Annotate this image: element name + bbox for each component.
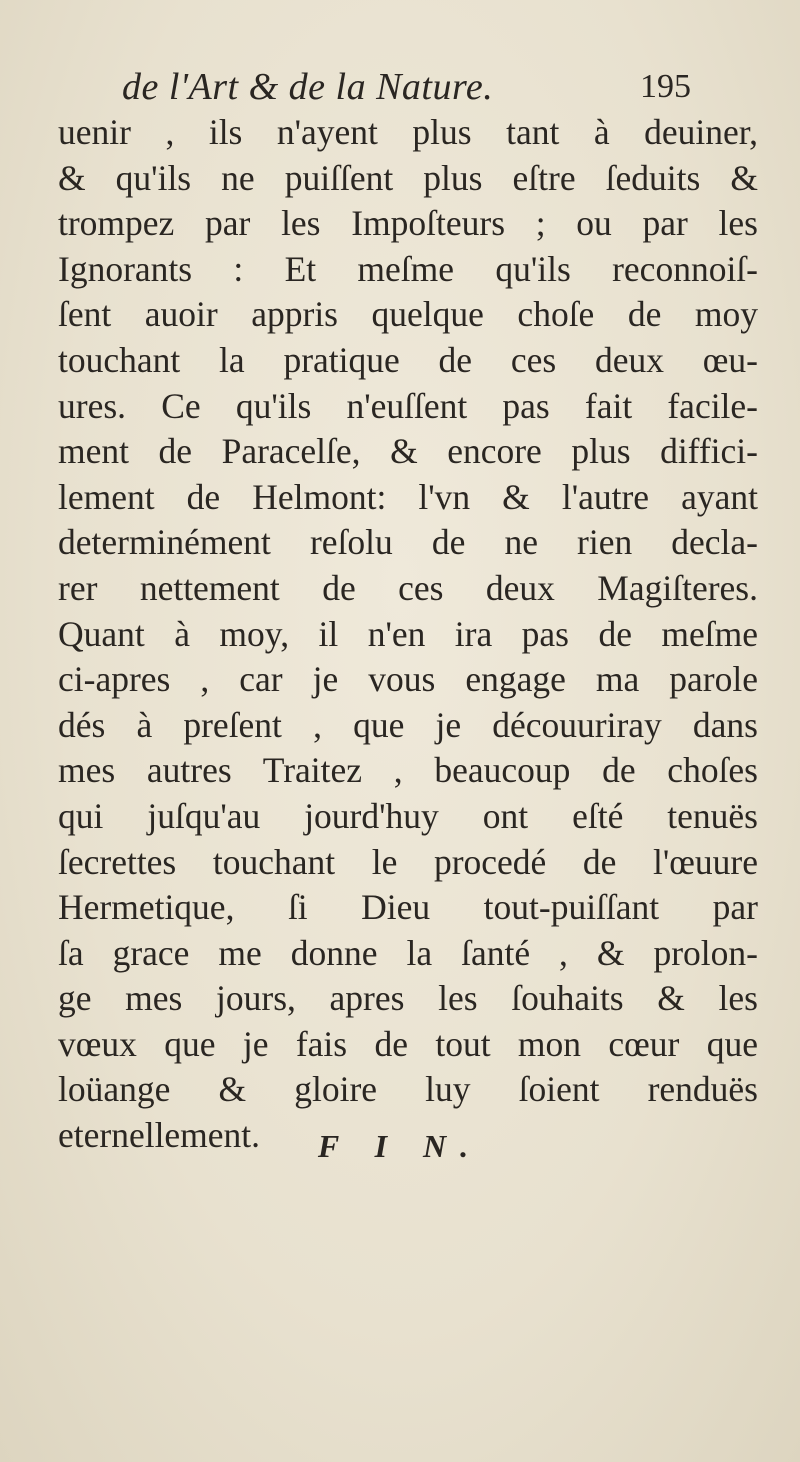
text-line: ment de Paracelſe, & encore plus diffici- (58, 431, 758, 472)
page-header (0, 62, 800, 112)
text-line: determinément reſolu de ne rien decla- (58, 522, 758, 563)
body-text (58, 110, 758, 1159)
fin-marker: F I N. (317, 1128, 483, 1164)
text-line: Quant à moy, il n'en ira pas de meſme (58, 613, 758, 654)
text-line: trompez par les Impoſteurs ; ou par les (58, 203, 758, 244)
text-line: ſecrettes touchant le procedé de l'œuure (58, 841, 758, 882)
text-line: eternellement. (58, 1115, 261, 1156)
text-line: ſent auoir appris quelque choſe de moy (58, 294, 758, 335)
text-line: Ignorants : Et meſme qu'ils reconnoiſ- (58, 248, 758, 289)
text-line: lement de Helmont: l'vn & l'autre ayant (58, 476, 758, 517)
text-line: loüange & gloire luy ſoient renduës (58, 1069, 758, 1110)
running-title: de l'Art & de la Nature. (122, 66, 494, 108)
text-line: vœux que je fais de tout mon cœur que (58, 1023, 758, 1064)
text-line: touchant la pratique de ces deux œu- (58, 339, 758, 380)
text-line: ge mes jours, apres les ſouhaits & les (58, 978, 758, 1019)
text-line: dés à preſent , que je découuriray dans (58, 704, 758, 745)
text-line: rer nettement de ces deux Magiſteres. (58, 567, 758, 608)
text-line: mes autres Traitez , beaucoup de choſes (58, 750, 758, 791)
page-number: 195 (640, 68, 691, 105)
text-line: uenir , ils n'ayent plus tant à deuiner, (58, 112, 758, 152)
text-line: Hermetique, ſi Dieu tout-puiſſant par (58, 887, 758, 928)
text-line: ures. Ce qu'ils n'euſſent pas fait facile- (58, 385, 758, 426)
text-line: ſa grace me donne la ſanté , & prolon- (58, 932, 758, 973)
text-line: ci-apres , car je vous engage ma parole (58, 659, 758, 700)
text-line: & qu'ils ne puiſſent plus eſtre ſeduits & (58, 157, 758, 198)
text-line: qui juſqu'au jourd'huy ont eſté tenuës (58, 795, 758, 836)
